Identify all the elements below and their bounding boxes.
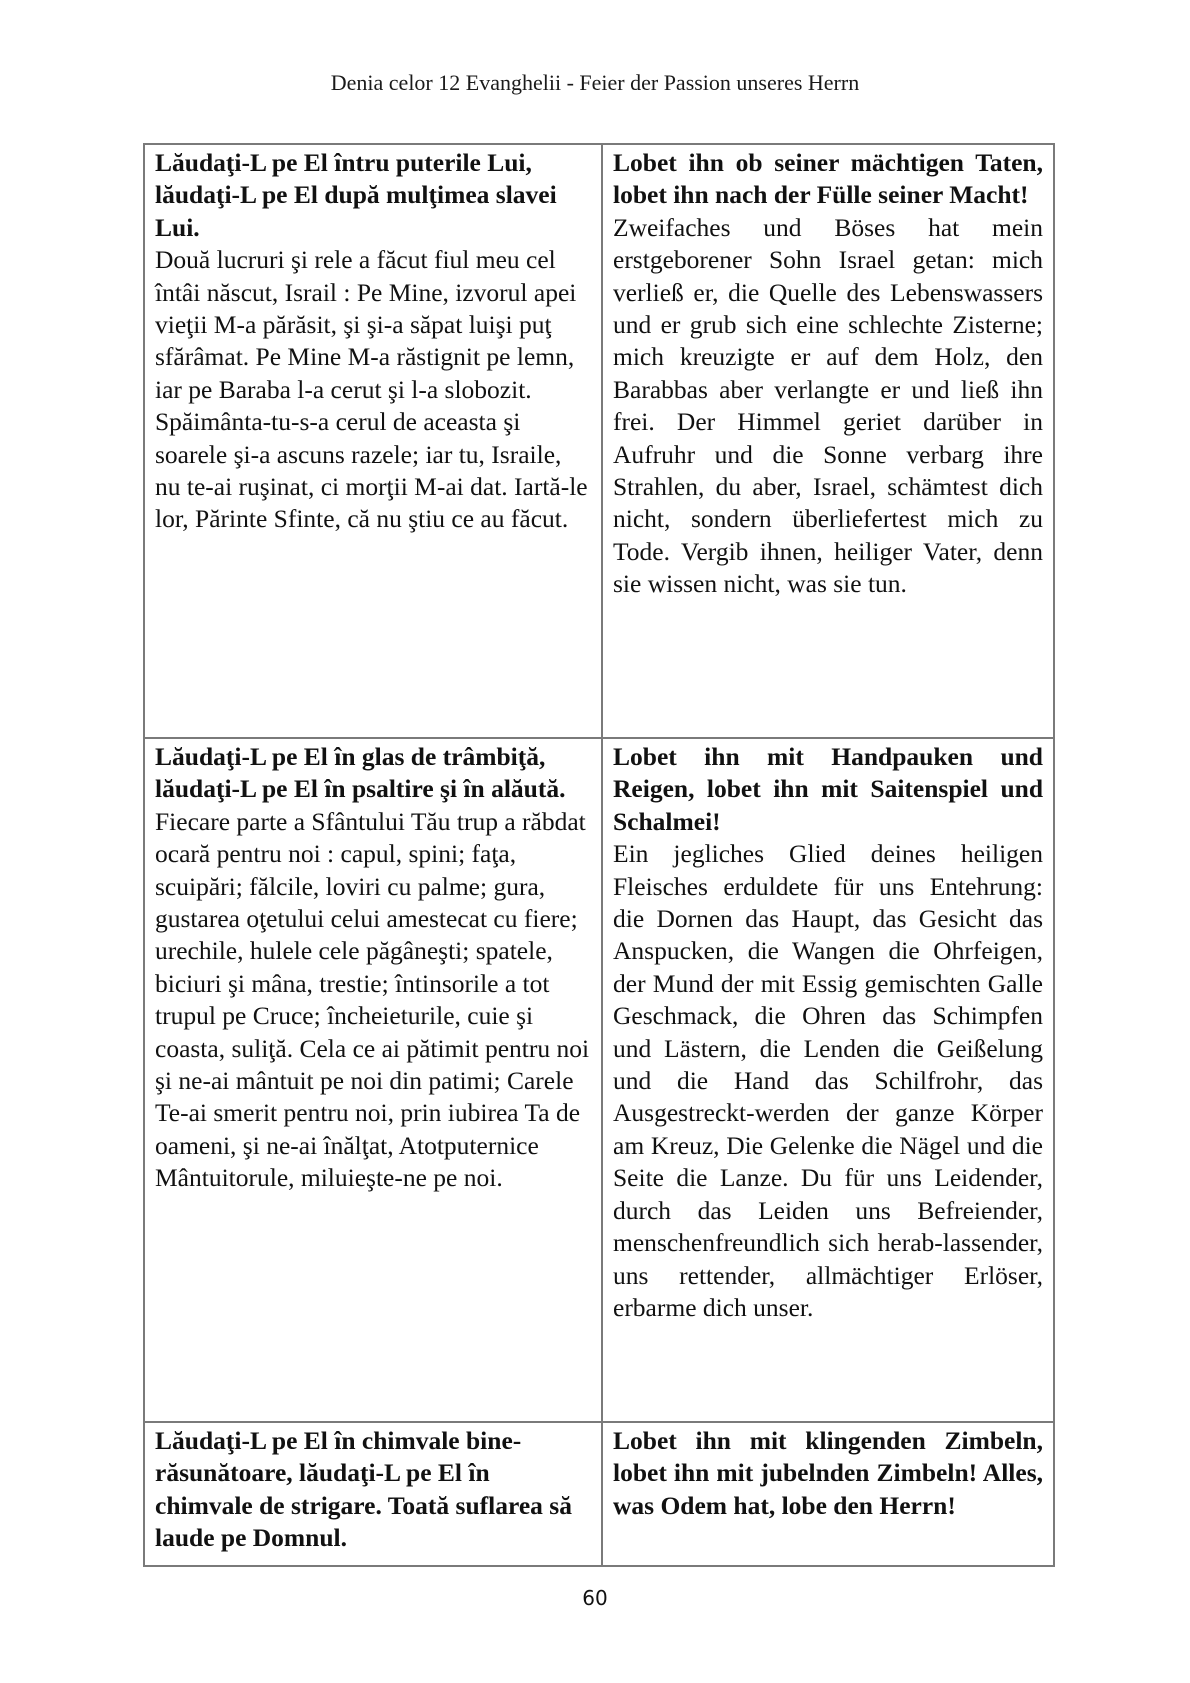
romanian-verse-text: Două lucruri şi rele a făcut fiul meu cel întâi născut, Israil : Pe Mine, izvorul apei vieţii M-a părăsit, şi şi-a săpat luişi puţ sfărâmat. Pe Mine M-a răstignit pe lemn, iar pe Baraba l-a cerut şi l-a slobozit. Spăimânta-tu-s-a cerul de aceasta şi soarele şi-a ascuns razele; iar tu, Israile, nu te-ai ruşinat, ci morţii M-ai dat. Iartă-le lor, Părinte Sfinte, că nu ştiu ce au făcut.	[155, 245, 588, 534]
german-verse-text: Ein jegliches Glied deines heiligen Fleisches erduldete für uns Entehrung: die Dornen das Haupt, das Gesicht das Anspucken, die Wangen die Ohrfeigen, der Mund der mit Essig gemischten Galle Geschmack, die Ohren das Schimpfen und Lästern, die Lenden die Geißelung und die Hand das Schilfrohr, das Ausgestreckt-werden der ganze Körper am Kreuz, Die Gelenke die Nägel und die Seite die Lanze. Du für uns Leidender, durch das Leiden uns Befreiender, menschenfreundlich sich herab-lassender, uns rettender, allmächtiger Erlöser, erbarme dich unser.	[613, 839, 1043, 1322]
bilingual-table	[143, 143, 1055, 1567]
table-row	[144, 144, 1054, 738]
table-row	[144, 738, 1054, 1422]
running-header: Denia celor 12 Evanghelii - Feier der Passion unseres Herrn	[330, 70, 860, 95]
table-row	[144, 1422, 1054, 1566]
romanian-verse-heading: Lăudaţi-L pe El în chimvale bine-răsunătoare, lăudaţi-L pe El în chimvale de strigare. Toată suflarea să laude pe Domnul.	[155, 1426, 572, 1553]
german-verse-heading: Lobet ihn mit klingenden Zimbeln, lobet ihn mit jubelnden Zimbeln! Alles, was Odem hat, lobe den Herrn!	[613, 1426, 1043, 1520]
romanian-verse-text: Fiecare parte a Sfântului Tău trup a răbdat ocară pentru noi : capul, spini; faţa, scuipări; fălcile, loviri cu palme; gura, gustarea oţetului celui amestecat cu fiere; urechile, hulele cele păgâneşti; spatele, biciuri şi mâna, trestie; întinsorile a tot trupul pe Cruce; încheieturile, cuie şi coasta, suliţă. Cela ce ai pătimit pentru noi şi ne-ai mântuit pe noi din patimi; Carele Te-ai smerit pentru noi, prin iubirea Ta de oameni, şi ne-ai înălţat, Atotputernice Mântuitorule, miluieşte-ne pe noi.	[155, 806, 590, 1193]
page-number: 60	[582, 1586, 608, 1610]
german-verse-heading: Lobet ihn mit Handpauken und Reigen, lobet ihn mit Saitenspiel und Schalmei!	[613, 742, 1043, 836]
romanian-cell	[144, 738, 602, 1422]
german-cell	[602, 738, 1054, 1422]
romanian-cell	[144, 144, 602, 738]
german-verse-heading: Lobet ihn ob seiner mächtigen Taten, lobet ihn nach der Fülle seiner Macht!	[613, 148, 1043, 210]
german-cell	[602, 144, 1054, 738]
romanian-verse-heading: Lăudaţi-L pe El în glas de trâmbiţă, lăudaţi-L pe El în psaltire şi în alăută.	[155, 742, 566, 804]
german-cell	[602, 1422, 1054, 1566]
german-verse-text: Zweifaches und Böses hat mein erstgeborener Sohn Israel getan: mich verließ er, die Quelle des Lebenswassers und er grub sich eine schlechte Zisterne; mich kreuzigte er auf dem Holz, den Barabbas aber verlangte er und ließ ihn frei. Der Himmel geriet darüber in Aufruhr und die Sonne verbarg ihre Strahlen, du aber, Israel, schämtest dich nicht, sondern überliefertest mich zu Tode. Vergib ihnen, heiliger Vater, denn sie wissen nicht, was sie tun.	[613, 212, 1043, 599]
romanian-cell	[144, 1422, 602, 1566]
romanian-verse-heading: Lăudaţi-L pe El întru puterile Lui, lăudaţi-L pe El după mulţimea slavei Lui.	[155, 148, 557, 242]
